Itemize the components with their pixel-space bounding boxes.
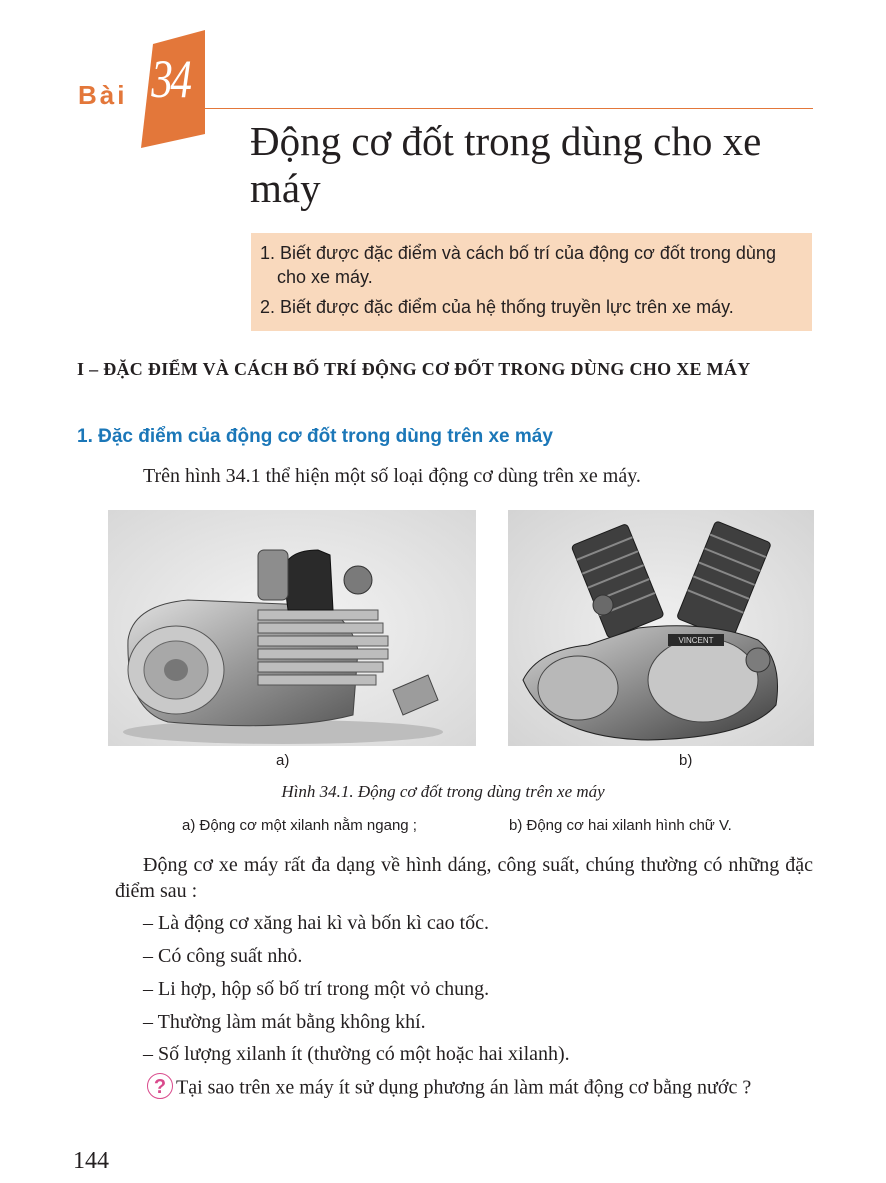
lesson-number: 34 [151,49,190,109]
figure-caption: Hình 34.1. Động cơ đốt trong dùng trên xe máy [281,782,605,801]
engine-b-illustration [508,510,814,746]
objectives-box [251,233,812,331]
figure-label-a: a) [276,752,290,769]
subsection-heading: 1. Đặc điểm của động cơ đốt trong dùng trên xe máy [77,426,553,447]
page-number: 144 [73,1148,109,1174]
figure-label-b: b) [679,752,693,769]
engine-a-illustration [108,510,476,746]
body-paragraph: Động cơ xe máy rất đa dạng về hình dáng, công suất, chúng thường có những đặc điểm sau : [115,854,813,902]
engine-plate-text: VINCENT [678,636,714,645]
bullet-item: – Số lượng xilanh ít (thường có một hoặc hai xilanh). [143,1043,570,1065]
objective-item: 2. Biết được đặc điểm của hệ thống truyền lực trên xe máy. [260,297,734,317]
objective-item: 1. Biết được đặc điểm và cách bố trí của động cơ đốt trong dùng cho xe máy. [260,243,776,287]
figure-subcaption-b: b) Động cơ hai xilanh hình chữ V. [509,817,732,834]
header-rule [205,108,813,109]
question [147,1076,751,1102]
bullet-item: – Li hợp, hộp số bố trí trong một vỏ chung. [143,978,490,1000]
question-text: Tại sao trên xe máy ít sử dụng phương án làm mát động cơ bằng nước ? [176,1076,752,1099]
figure-subcaption-a: a) Động cơ một xilanh nằm ngang ; [182,817,417,834]
bullet-item: – Có công suất nhỏ. [143,945,303,967]
figure-engine-a [108,510,476,746]
intro-paragraph: Trên hình 34.1 thể hiện một số loại động cơ dùng trên xe máy. [143,465,641,487]
bullet-item: – Thường làm mát bằng không khí. [143,1011,426,1033]
question-mark-icon: ? [147,1073,173,1099]
bullet-item: – Là động cơ xăng hai kì và bốn kì cao tốc. [143,912,490,934]
lesson-label: Bài [78,80,128,110]
section-heading: I – ĐẶC ĐIỂM VÀ CÁCH BỐ TRÍ ĐỘNG CƠ ĐỐT TRONG DÙNG CHO XE MÁY [77,359,751,379]
lesson-title: Động cơ đốt trong dùng cho xe máy [250,118,762,211]
figure-engine-b [508,510,814,746]
